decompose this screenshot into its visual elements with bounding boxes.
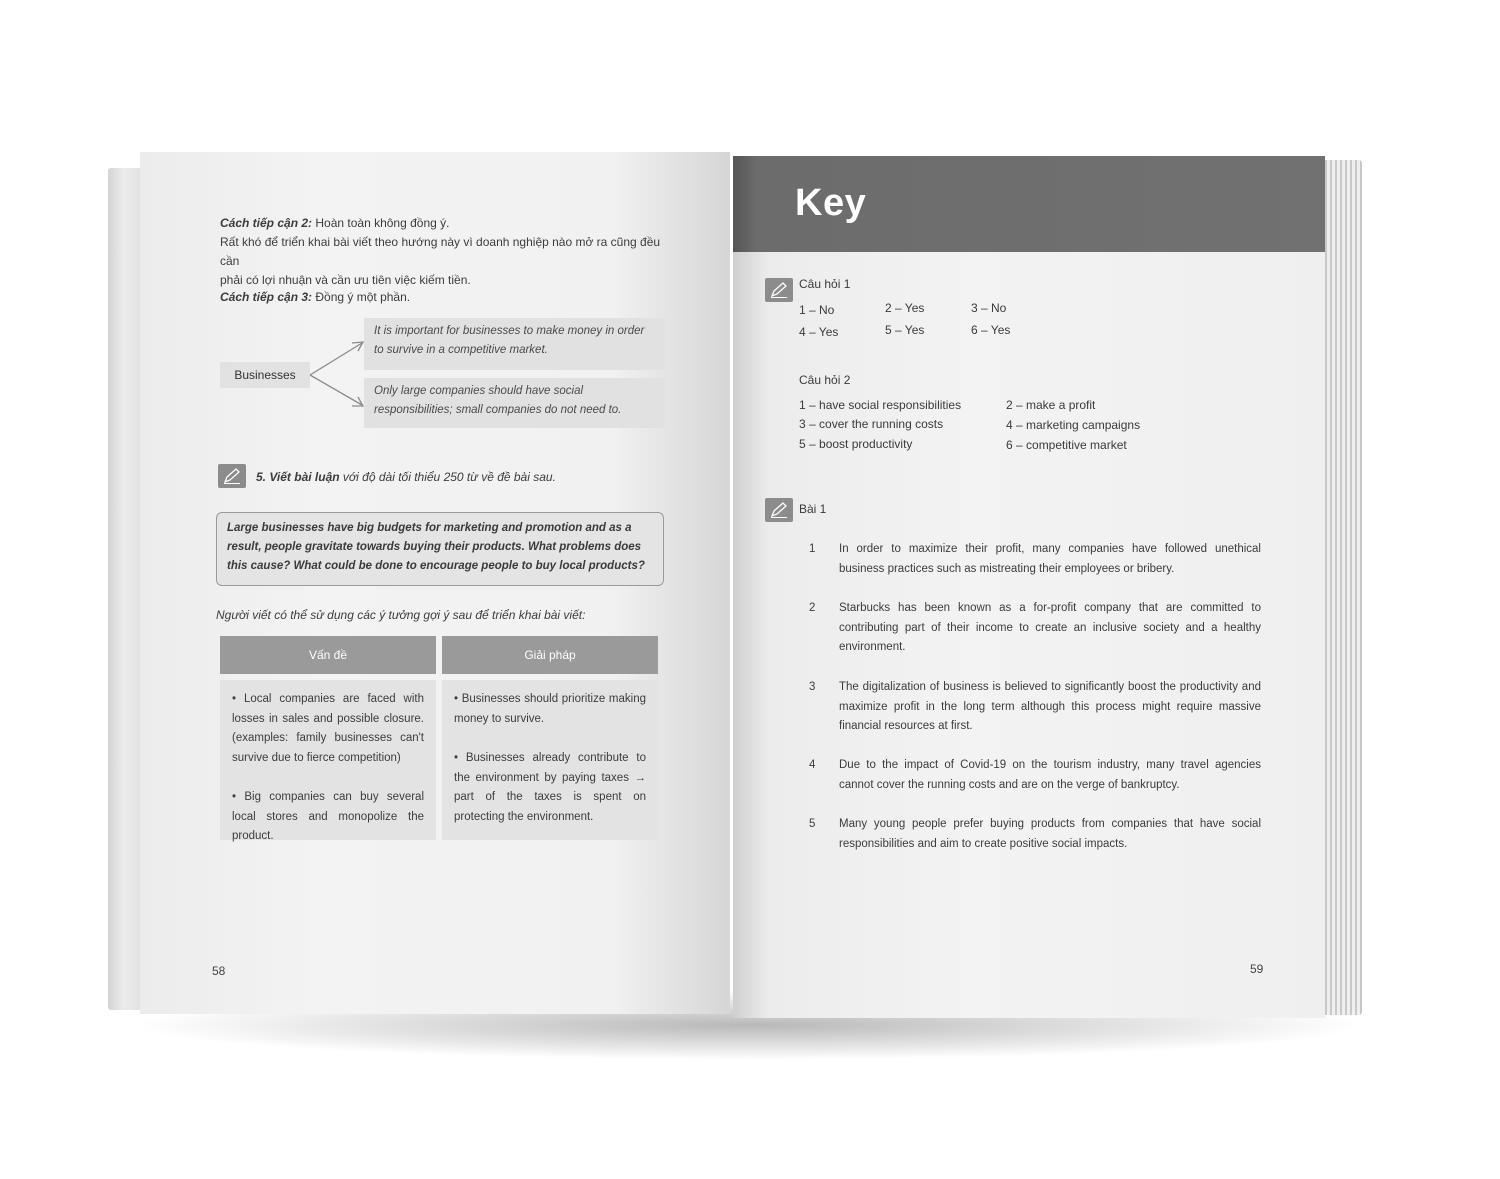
diagram-bottom-box: Only large companies should have social responsibilities; small companies do not need to. xyxy=(364,378,665,428)
bai1-item-number: 2 xyxy=(809,602,816,614)
bai1-item xyxy=(809,540,1261,580)
q2-label: Câu hỏi 2 xyxy=(799,373,851,387)
bai1-item-text: In order to maximize their profit, many companies have followed unethical business practices such as mistreating their employees or bribery. xyxy=(839,543,1261,575)
bai1-item-text: Due to the impact of Covid-19 on the tourism industry, many travel agencies cannot cover the running costs and are on the verge of bankruptcy. xyxy=(839,759,1261,791)
table-cell-solutions xyxy=(442,680,658,840)
diagram-arrows xyxy=(308,337,366,412)
table-header-problem: Vấn đề xyxy=(220,636,436,674)
bai1-item-text: The digitalization of business is believed to significantly boost the productivity and maximize profit in the long term although this process might require massive financial resources at first. xyxy=(839,681,1261,732)
q1-answer: 3 – No xyxy=(971,301,1007,315)
approach-2-value: Hoàn toàn không đồng ý. xyxy=(315,216,450,230)
pencil-icon xyxy=(765,498,793,522)
table-header-solution: Giải pháp xyxy=(442,636,658,674)
q2-answer: 1 – have social responsibilities xyxy=(799,398,962,412)
q1-answer: 1 – No xyxy=(799,303,835,317)
key-header-band xyxy=(733,156,1325,252)
bai1-item-text: Starbucks has been known as a for-profit company that are committed to contributing part of their income to create an inclusive society and a healthy environment. xyxy=(839,602,1261,653)
page-number-left: 58 xyxy=(212,964,226,978)
hint-text: Người viết có thể sử dụng các ý tưởng gợi ý sau để triển khai bài viết: xyxy=(216,608,586,622)
q1-answer: 5 – Yes xyxy=(885,323,925,337)
q1-answer: 2 – Yes xyxy=(885,301,925,315)
bai1-item-text: Many young people prefer buying products from companies that have social responsibilities and aim to create positive social impacts. xyxy=(839,818,1261,850)
q2-answer: 4 – marketing campaigns xyxy=(1006,418,1141,432)
q2-answer: 2 – make a profit xyxy=(1006,398,1096,412)
q1-answer: 6 – Yes xyxy=(971,323,1011,337)
bai1-item-number: 3 xyxy=(809,681,816,693)
bai1-label: Bài 1 xyxy=(799,502,827,516)
solution-item: • Businesses already contribute to the environment by paying taxes → part of the taxes is spent on protecting the environment. xyxy=(454,752,646,823)
task-5-heading xyxy=(256,468,676,487)
table-cell-problems xyxy=(220,680,436,840)
bai1-item-number: 1 xyxy=(809,543,816,555)
q1-answer: 4 – Yes xyxy=(799,325,839,339)
essay-prompt-box: Large businesses have big budgets for marketing and promotion and as a result, people gravitate towards buying their products. What problems does this cause? What could be done to encourage people to buy local products? xyxy=(216,512,664,586)
q2-answer: 6 – competitive market xyxy=(1006,438,1127,452)
approach-3 xyxy=(220,288,680,307)
diagram-businesses-node: Businesses xyxy=(220,362,310,388)
approach-2 xyxy=(220,214,680,290)
left-page xyxy=(140,152,730,1014)
approach-2-body-2: phải có lợi nhuận và cần ưu tiên việc kiếm tiền. xyxy=(220,273,471,287)
q2-answer: 3 – cover the running costs xyxy=(799,417,944,431)
bai1-item-number: 5 xyxy=(809,818,816,830)
approach-3-value: Đồng ý một phần. xyxy=(315,290,411,304)
approach-2-label: Cách tiếp cận 2: xyxy=(220,216,313,230)
approach-2-body-1: Rất khó để triển khai bài viết theo hướng này vì doanh nghiệp nào mở ra cũng đều cần xyxy=(220,235,661,268)
q2-answer: 5 – boost productivity xyxy=(799,437,913,451)
problem-item: • Local companies are faced with losses in sales and possible closure. (examples: family businesses can't survive due to fierce competition) xyxy=(232,693,424,764)
diagram-top-box: It is important for businesses to make money in order to survive in a competitive market. xyxy=(364,318,665,370)
bai1-item-number: 4 xyxy=(809,759,816,771)
approach-3-label: Cách tiếp cận 3: xyxy=(220,290,313,304)
pencil-icon xyxy=(218,464,246,488)
page-number-right: 59 xyxy=(1250,962,1264,976)
q1-label: Câu hỏi 1 xyxy=(799,277,851,291)
bai1-item xyxy=(809,599,1261,659)
task-5-bold: 5. Viết bài luận xyxy=(256,470,340,484)
pencil-icon xyxy=(765,278,793,302)
right-page xyxy=(733,156,1325,1018)
task-5-rest: với độ dài tối thiểu 250 từ về đề bài sau. xyxy=(342,470,556,484)
bai1-item xyxy=(809,678,1261,738)
key-title: Key xyxy=(795,182,867,224)
problem-item: • Big companies can buy several local stores and monopolize the product. xyxy=(232,791,424,842)
solution-item: • Businesses should prioritize making money to survive. xyxy=(454,693,646,725)
bai1-item xyxy=(809,815,1261,855)
bai1-item xyxy=(809,756,1261,796)
